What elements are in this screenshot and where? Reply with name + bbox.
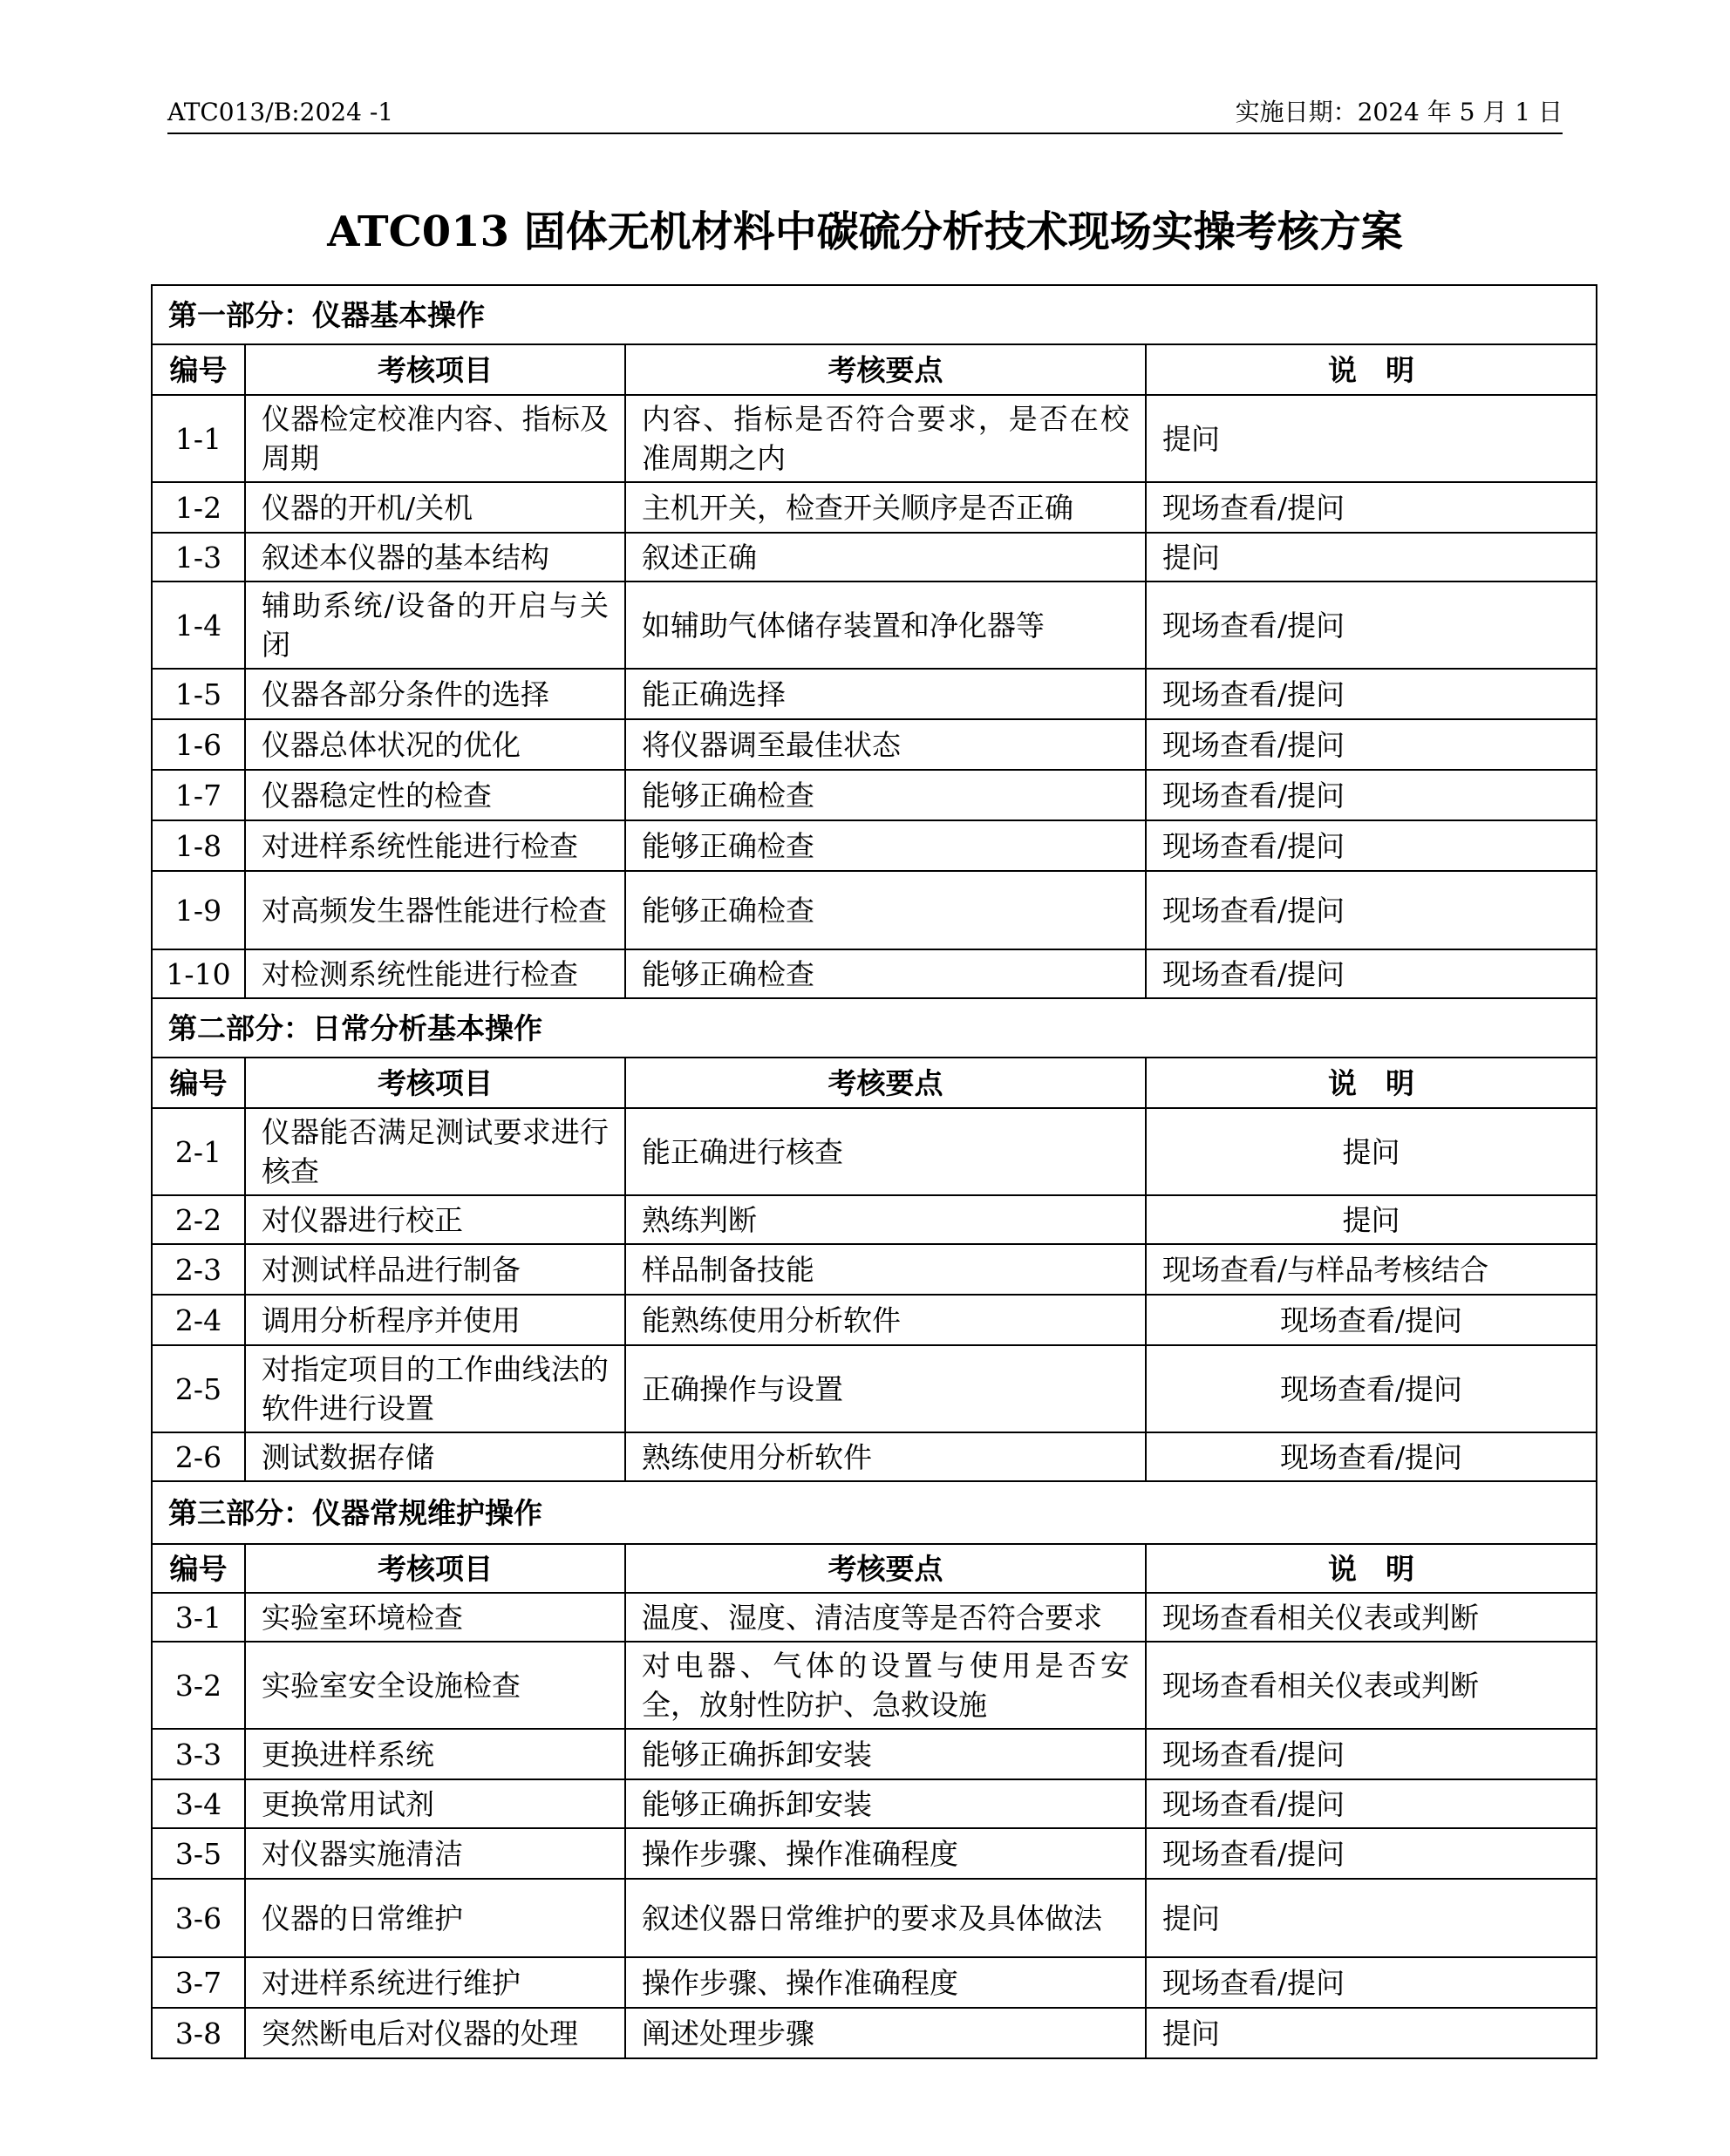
cell-number: 1-9: [152, 871, 245, 949]
cell-number: 1-7: [152, 770, 245, 820]
cell-note: 现场查看/提问: [1146, 1295, 1597, 1345]
table-row: [152, 949, 1597, 998]
cell-item: 突然断电后对仪器的处理: [245, 2008, 625, 2058]
column-header-item: 考核项目: [245, 1058, 625, 1108]
cell-number: 3-5: [152, 1828, 245, 1879]
cell-number: 1-5: [152, 669, 245, 719]
section-row: [152, 1481, 1597, 1544]
cell-number: 1-4: [152, 582, 245, 669]
table-row: [152, 2008, 1597, 2058]
table-row: [152, 1432, 1597, 1481]
cell-note: 现场查看/提问: [1146, 949, 1597, 998]
cell-number: 3-1: [152, 1593, 245, 1642]
cell-number: 2-5: [152, 1345, 245, 1432]
cell-point: 能正确进行核查: [625, 1108, 1146, 1195]
table-row: [152, 1779, 1597, 1828]
table-row: [152, 1593, 1597, 1642]
cell-item: 仪器能否满足测试要求进行核查: [245, 1108, 625, 1195]
cell-item: 对指定项目的工作曲线法的软件进行设置: [245, 1345, 625, 1432]
cell-item: 对仪器实施清洁: [245, 1828, 625, 1879]
cell-point: 能够正确检查: [625, 770, 1146, 820]
table-row: [152, 770, 1597, 820]
table-row: [152, 1828, 1597, 1879]
section-title: 第一部分：仪器基本操作: [152, 285, 1597, 344]
cell-number: 3-4: [152, 1779, 245, 1828]
cell-note: 现场查看/提问: [1146, 1828, 1597, 1879]
cell-number: 1-3: [152, 533, 245, 582]
table-row: [152, 582, 1597, 669]
cell-number: 2-4: [152, 1295, 245, 1345]
cell-point: 操作步骤、操作准确程度: [625, 1828, 1146, 1879]
cell-point: 叙述仪器日常维护的要求及具体做法: [625, 1879, 1146, 1957]
table-row: [152, 395, 1597, 482]
table-row: [152, 669, 1597, 719]
column-header-number: 编号: [152, 1058, 245, 1108]
table-row: [152, 820, 1597, 871]
table-row: [152, 1957, 1597, 2008]
cell-point: 能够正确检查: [625, 871, 1146, 949]
cell-point: 操作步骤、操作准确程度: [625, 1957, 1146, 2008]
cell-point: 能熟练使用分析软件: [625, 1295, 1146, 1345]
cell-item: 对仪器进行校正: [245, 1195, 625, 1244]
cell-note: 现场查看/提问: [1146, 719, 1597, 770]
cell-note: 现场查看/提问: [1146, 482, 1597, 533]
table-row: [152, 871, 1597, 949]
document-code: ATC013/B:2024 -1: [167, 98, 394, 126]
cell-item: 对进样系统进行维护: [245, 1957, 625, 2008]
cell-point: 能够正确拆卸安装: [625, 1779, 1146, 1828]
cell-item: 辅助系统/设备的开启与关闭: [245, 582, 625, 669]
table-row: [152, 1244, 1597, 1295]
column-header-note: 说 明: [1146, 1544, 1597, 1593]
section-row: [152, 285, 1597, 344]
column-header-row: [152, 1544, 1597, 1593]
cell-point: 正确操作与设置: [625, 1345, 1146, 1432]
effective-date: 实施日期：2024 年 5 月 1 日: [1235, 98, 1563, 126]
column-header-note: 说 明: [1146, 344, 1597, 395]
cell-item: 仪器的开机/关机: [245, 482, 625, 533]
column-header-point: 考核要点: [625, 1544, 1146, 1593]
cell-item: 更换常用试剂: [245, 1779, 625, 1828]
cell-number: 2-2: [152, 1195, 245, 1244]
cell-point: 叙述正确: [625, 533, 1146, 582]
cell-note: 现场查看/提问: [1146, 582, 1597, 669]
cell-point: 能够正确检查: [625, 820, 1146, 871]
cell-number: 3-8: [152, 2008, 245, 2058]
cell-note: 现场查看相关仪表或判断: [1146, 1593, 1597, 1642]
column-header-note: 说 明: [1146, 1058, 1597, 1108]
table-row: [152, 482, 1597, 533]
cell-note: 提问: [1146, 1879, 1597, 1957]
cell-item: 对检测系统性能进行检查: [245, 949, 625, 998]
cell-item: 仪器检定校准内容、指标及周期: [245, 395, 625, 482]
table-row: [152, 1195, 1597, 1244]
table-row: [152, 1295, 1597, 1345]
section-title: 第二部分：日常分析基本操作: [152, 998, 1597, 1058]
cell-item: 实验室安全设施检查: [245, 1642, 625, 1729]
cell-point: 熟练判断: [625, 1195, 1146, 1244]
page-header: [167, 98, 1563, 134]
cell-number: 3-2: [152, 1642, 245, 1729]
table-row: [152, 719, 1597, 770]
table-row: [152, 1642, 1597, 1729]
cell-point: 将仪器调至最佳状态: [625, 719, 1146, 770]
column-header-number: 编号: [152, 344, 245, 395]
page-title: ATC013 固体无机材料中碳硫分析技术现场实操考核方案: [327, 207, 1403, 256]
cell-number: 3-6: [152, 1879, 245, 1957]
cell-note: 现场查看/提问: [1146, 1779, 1597, 1828]
cell-number: 3-7: [152, 1957, 245, 2008]
cell-item: 更换进样系统: [245, 1729, 625, 1779]
cell-item: 仪器的日常维护: [245, 1879, 625, 1957]
column-header-item: 考核项目: [245, 1544, 625, 1593]
column-header-point: 考核要点: [625, 344, 1146, 395]
column-header-row: [152, 344, 1597, 395]
section-row: [152, 998, 1597, 1058]
cell-item: 对高频发生器性能进行检查: [245, 871, 625, 949]
cell-note: 提问: [1146, 395, 1597, 482]
cell-note: 现场查看/提问: [1146, 871, 1597, 949]
table-row: [152, 1729, 1597, 1779]
cell-item: 仪器各部分条件的选择: [245, 669, 625, 719]
cell-note: 提问: [1146, 533, 1597, 582]
table-row: [152, 1108, 1597, 1195]
cell-point: 阐述处理步骤: [625, 2008, 1146, 2058]
cell-point: 能够正确拆卸安装: [625, 1729, 1146, 1779]
cell-note: 现场查看/提问: [1146, 1957, 1597, 2008]
cell-number: 1-8: [152, 820, 245, 871]
cell-note: 提问: [1146, 1195, 1597, 1244]
table-row: [152, 1879, 1597, 1957]
cell-item: 调用分析程序并使用: [245, 1295, 625, 1345]
cell-number: 1-2: [152, 482, 245, 533]
section-title: 第三部分：仪器常规维护操作: [152, 1481, 1597, 1544]
cell-item: 叙述本仪器的基本结构: [245, 533, 625, 582]
cell-number: 2-6: [152, 1432, 245, 1481]
cell-point: 能够正确检查: [625, 949, 1146, 998]
cell-point: 温度、湿度、清洁度等是否符合要求: [625, 1593, 1146, 1642]
cell-note: 提问: [1146, 1108, 1597, 1195]
cell-point: 如辅助气体储存装置和净化器等: [625, 582, 1146, 669]
cell-point: 对电器、气体的设置与使用是否安全，放射性防护、急救设施: [625, 1642, 1146, 1729]
cell-item: 测试数据存储: [245, 1432, 625, 1481]
cell-item: 实验室环境检查: [245, 1593, 625, 1642]
cell-note: 现场查看/提问: [1146, 1729, 1597, 1779]
cell-number: 1-10: [152, 949, 245, 998]
cell-point: 熟练使用分析软件: [625, 1432, 1146, 1481]
cell-item: 对进样系统性能进行检查: [245, 820, 625, 871]
cell-number: 1-6: [152, 719, 245, 770]
cell-point: 主机开关，检查开关顺序是否正确: [625, 482, 1146, 533]
assessment-table: [151, 284, 1597, 2059]
cell-note: 现场查看/提问: [1146, 820, 1597, 871]
cell-item: 仪器稳定性的检查: [245, 770, 625, 820]
column-header-number: 编号: [152, 1544, 245, 1593]
cell-number: 2-1: [152, 1108, 245, 1195]
cell-point: 内容、指标是否符合要求，是否在校准周期之内: [625, 395, 1146, 482]
cell-number: 1-1: [152, 395, 245, 482]
cell-number: 2-3: [152, 1244, 245, 1295]
table-row: [152, 1345, 1597, 1432]
column-header-item: 考核项目: [245, 344, 625, 395]
table-row: [152, 533, 1597, 582]
cell-note: 现场查看/提问: [1146, 1432, 1597, 1481]
cell-note: 现场查看/提问: [1146, 669, 1597, 719]
cell-note: 现场查看/与样品考核结合: [1146, 1244, 1597, 1295]
cell-note: 现场查看/提问: [1146, 770, 1597, 820]
cell-item: 仪器总体状况的优化: [245, 719, 625, 770]
cell-point: 样品制备技能: [625, 1244, 1146, 1295]
column-header-point: 考核要点: [625, 1058, 1146, 1108]
cell-number: 3-3: [152, 1729, 245, 1779]
cell-item: 对测试样品进行制备: [245, 1244, 625, 1295]
cell-note: 现场查看相关仪表或判断: [1146, 1642, 1597, 1729]
column-header-row: [152, 1058, 1597, 1108]
cell-note: 提问: [1146, 2008, 1597, 2058]
cell-point: 能正确选择: [625, 669, 1146, 719]
cell-note: 现场查看/提问: [1146, 1345, 1597, 1432]
